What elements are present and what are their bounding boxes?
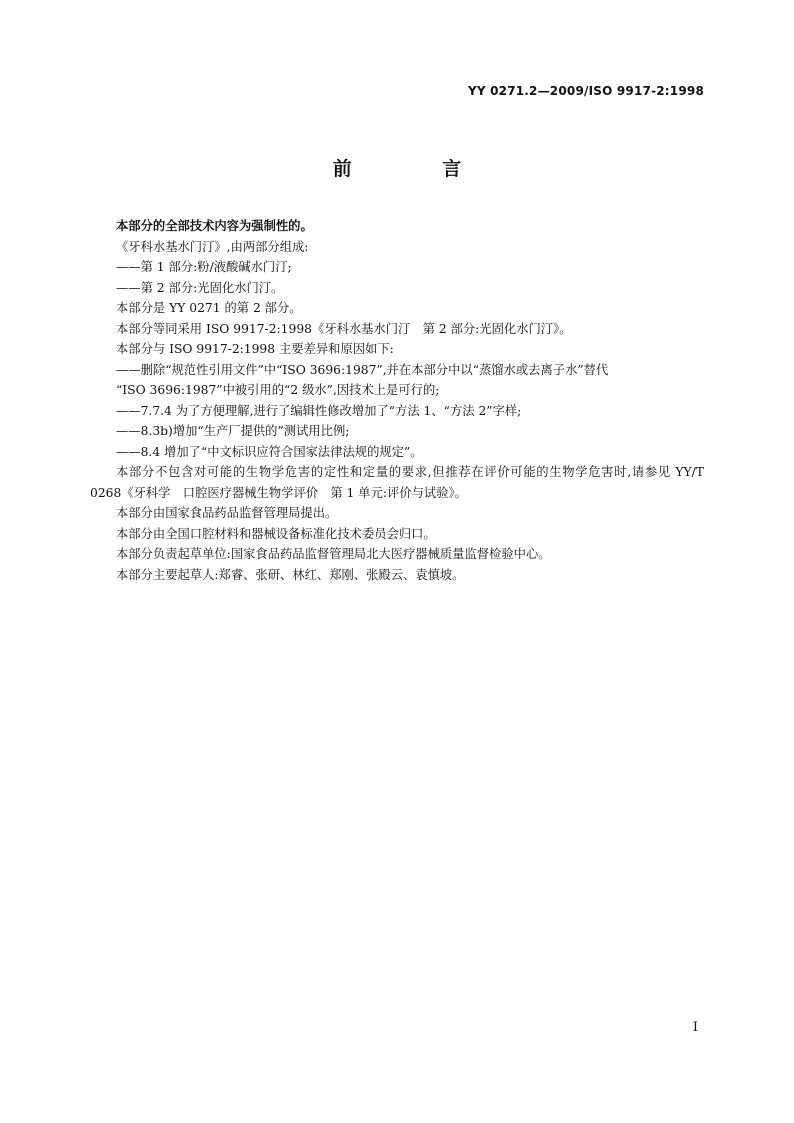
page-number: I xyxy=(692,1020,698,1035)
paragraph-centralized-by: 本部分由全国口腔材料和器械设备标准化技术委员会归口。 xyxy=(116,526,436,541)
paragraph-proposed-by: 本部分由国家食品药品监督管理局提出。 xyxy=(116,506,338,520)
paragraph-part-of: 本部分是 YY 0271 的第 2 部分。 xyxy=(116,301,302,315)
list-item-difference-1-cont: “ISO 3696:1987”中被引用的“2 级水”,因技术上是可行的; xyxy=(116,383,440,397)
list-item-part1: ——第 1 部分:粉/液酸碱水门汀; xyxy=(116,260,292,274)
paragraph-drafting-unit: 本部分负责起草单位:国家食品药品监督管理局北大医疗器械质量监督检验中心。 xyxy=(116,547,551,561)
list-item-part2: ——第 2 部分:光固化水门汀。 xyxy=(116,280,284,295)
list-item-difference-2: ——7.7.4 为了方便理解,进行了编辑性修改增加了“方法 1、“方法 2”字样; xyxy=(116,403,522,418)
paragraph-adoption: 本部分等同采用 ISO 9917-2:1998《牙科水基水门汀 第 2 部分:光固化水门汀》。 xyxy=(116,321,572,336)
page-title: 前 言 xyxy=(332,158,504,180)
list-item-difference-1: ——删除“规范性引用文件”中“ISO 3696:1987”,并在本部分中以“蒸馏水或去离子水”替代 xyxy=(116,362,609,377)
paragraph-mandatory: 本部分的全部技术内容为强制性的。 xyxy=(116,219,313,233)
list-item-difference-4: ——8.4 增加了“中文标识应符合国家法律法规的规定”。 xyxy=(116,444,423,459)
standard-code-header: YY 0271.2—2009/ISO 9917-2:1998 xyxy=(467,84,704,98)
paragraph-biological: 本部分不包含对可能的生物学危害的定性和定量的要求,但推荐在评价可能的生物学危害时,请参见 YY/T 0268《牙科学 口腔医疗器械生物学评价 第 1 单元:评价与试验》。 xyxy=(90,465,704,500)
foreword-body xyxy=(90,216,704,585)
list-item-difference-3: ——8.3b)增加“生产厂提供的”测试用比例; xyxy=(116,424,350,438)
paragraph-composition: 《牙科水基水门汀》,由两部分组成: xyxy=(116,239,309,254)
paragraph-drafters: 本部分主要起草人:郑睿、张研、林红、郑刚、张殿云、袁慎坡。 xyxy=(116,567,465,582)
paragraph-differences: 本部分与 ISO 9917-2:1998 主要差异和原因如下: xyxy=(116,342,394,356)
